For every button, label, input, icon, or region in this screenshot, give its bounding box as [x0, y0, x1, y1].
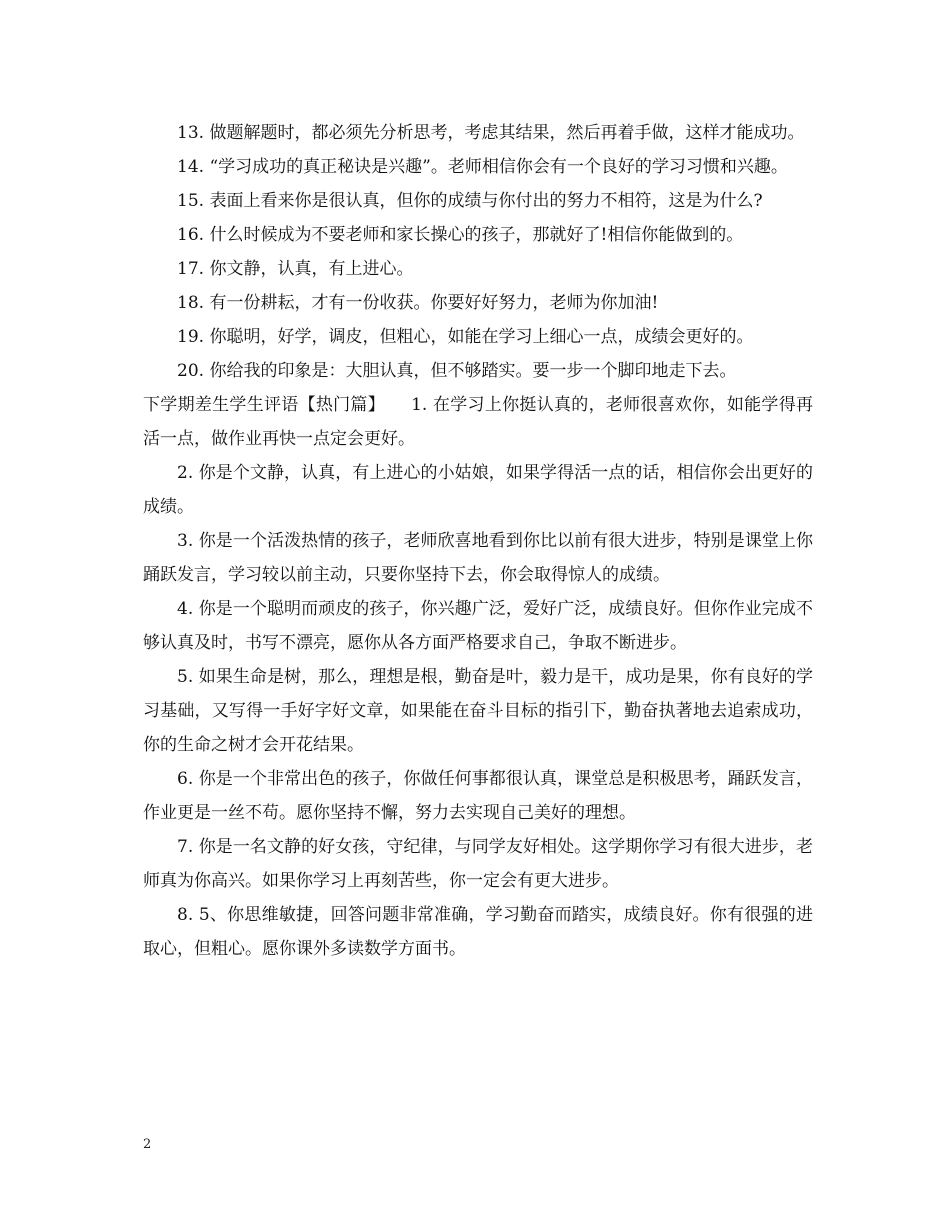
- section-heading-paragraph: 下学期差生学生评语【热门篇】 1. 在学习上你挺认真的，老师很喜欢你，如能学得再活一点，做作业再快一点定会更好。: [143, 395, 813, 449]
- paragraph-20: 20. 你给我的印象是：大胆认真，但不够踏实。要一步一个脚印地走下去。: [177, 361, 737, 381]
- paragraph-8: 8. 5、你思维敏捷，回答问题非常准确，学习勤奋而踏实，成绩良好。你有很强的进取心，但粗心。愿你课外多读数学方面书。: [143, 905, 813, 959]
- paragraph-14: 14. “学习成功的真正秘诀是兴趣”。老师相信你会有一个良好的学习习惯和兴趣。: [177, 157, 788, 177]
- paragraph-18: 18. 有一份耕耘，才有一份收获。你要好好努力，老师为你加油!: [177, 293, 659, 313]
- page-number: 2: [143, 1137, 152, 1152]
- paragraph-16: 16. 什么时候成为不要老师和家长操心的孩子，那就好了!相信你能做到的。: [177, 225, 744, 245]
- paragraph-19: 19. 你聪明，好学，调皮，但粗心，如能在学习上细心一点，成绩会更好的。: [177, 327, 754, 347]
- document-body: [143, 116, 813, 966]
- paragraph-3: 3. 你是一个活泼热情的孩子，老师欣喜地看到你比以前有很大进步，特别是课堂上你踊跃发言，学习较以前主动，只要你坚持下去，你会取得惊人的成绩。: [143, 531, 813, 585]
- paragraph-2: 2. 你是个文静，认真，有上进心的小姑娘，如果学得活一点的话，相信你会出更好的成绩。: [143, 463, 813, 517]
- paragraph-7: 7. 你是一名文静的好女孩，守纪律，与同学友好相处。这学期你学习有很大进步，老师真为你高兴。如果你学习上再刻苦些，你一定会有更大进步。: [143, 837, 813, 891]
- paragraph-6: 6. 你是一个非常出色的孩子，你做任何事都很认真，课堂总是积极思考，踊跃发言，作业更是一丝不苟。愿你坚持不懈，努力去实现自己美好的理想。: [143, 769, 813, 823]
- paragraph-4: 4. 你是一个聪明而顽皮的孩子，你兴趣广泛，爱好广泛，成绩良好。但你作业完成不够认真及时，书写不漂亮，愿你从各方面严格要求自己，争取不断进步。: [143, 599, 813, 653]
- paragraph-17: 17. 你文静，认真，有上进心。: [177, 259, 414, 279]
- paragraph-5: 5. 如果生命是树，那么，理想是根，勤奋是叶，毅力是干，成功是果，你有良好的学习基础，又写得一手好字好文章，如果能在奋斗目标的指引下，勤奋执著地去追索成功，你的生命之树才会开花结果。: [143, 667, 813, 755]
- paragraph-15: 15. 表面上看来你是很认真，但你的成绩与你付出的努力不相符，这是为什么?: [177, 191, 763, 211]
- paragraph-13: 13. 做题解题时，都必须先分析思考，考虑其结果，然后再着手做，这样才能成功。: [177, 123, 805, 143]
